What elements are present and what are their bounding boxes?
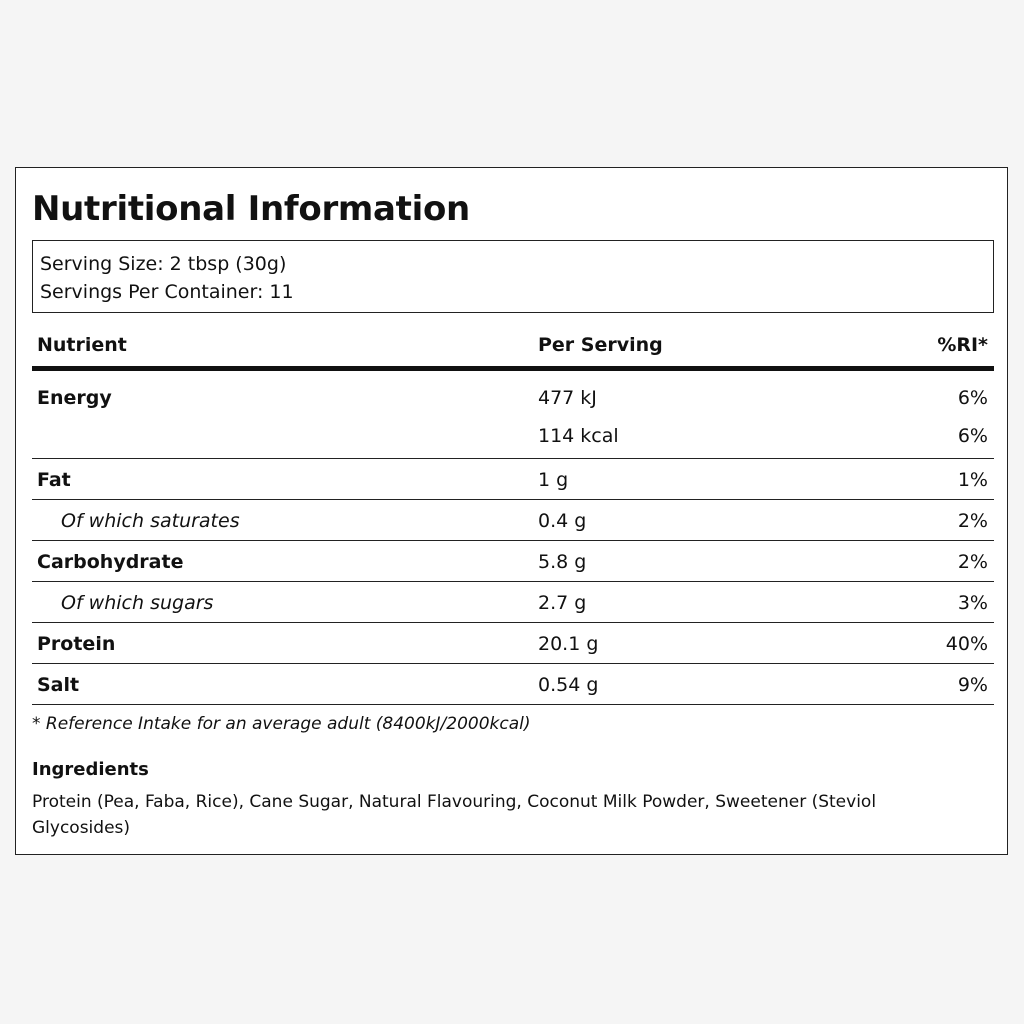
nutrient-ri: 40% (945, 633, 988, 655)
table-row-energy (32, 371, 994, 459)
header-ri: %RI* (937, 334, 988, 356)
nutrient-ri: 2% (957, 551, 988, 573)
nutrient-ri: 1% (957, 469, 988, 491)
nutrient-value: 20.1 g (538, 633, 599, 655)
nutrient-ri: 2% (957, 510, 988, 532)
ingredients-list: Protein (Pea, Faba, Rice), Cane Sugar, Natural Flavouring, Coconut Milk Powder, Sweetener (Steviol Glycosides) (32, 792, 877, 838)
table-row-saturates (32, 500, 994, 541)
nutrient-name: Energy (37, 387, 112, 409)
header-nutrient: Nutrient (37, 334, 127, 356)
nutrient-value: 0.4 g (538, 510, 587, 532)
nutrient-ri: 9% (957, 674, 988, 696)
table-row-fat (32, 459, 994, 500)
table-header (32, 330, 994, 371)
nutrient-value: 5.8 g (538, 551, 587, 573)
table-row-salt (32, 664, 994, 705)
page-title: Nutritional Information (32, 189, 470, 229)
ingredients-heading: Ingredients (32, 759, 149, 780)
nutrient-ri: 3% (957, 592, 988, 614)
nutrient-name: Carbohydrate (37, 551, 184, 573)
energy-kj-value: 477 kJ (538, 387, 597, 409)
serving-size: Serving Size: 2 tbsp (30g) (40, 253, 287, 275)
energy-kcal-ri: 6% (957, 425, 988, 447)
table-row-sugars (32, 582, 994, 623)
nutrient-name: Salt (37, 674, 80, 696)
table-row-carbohydrate (32, 541, 994, 582)
energy-kcal-value: 114 kcal (538, 425, 619, 447)
ri-footnote: * Reference Intake for an average adult (8400kJ/2000kcal) (32, 714, 531, 734)
nutrient-name: Of which saturates (61, 510, 240, 532)
nutrient-name: Protein (37, 633, 116, 655)
header-per-serving: Per Serving (538, 334, 663, 356)
servings-per-container: Servings Per Container: 11 (40, 281, 294, 303)
nutrition-table (32, 330, 994, 705)
nutrition-panel (15, 167, 1008, 855)
nutrient-name: Of which sugars (61, 592, 214, 614)
nutrient-value: 0.54 g (538, 674, 599, 696)
energy-kj-ri: 6% (957, 387, 988, 409)
serving-info-box (32, 240, 994, 313)
table-row-protein (32, 623, 994, 664)
nutrient-name: Fat (37, 469, 71, 491)
nutrient-value: 1 g (538, 469, 569, 491)
nutrient-value: 2.7 g (538, 592, 587, 614)
